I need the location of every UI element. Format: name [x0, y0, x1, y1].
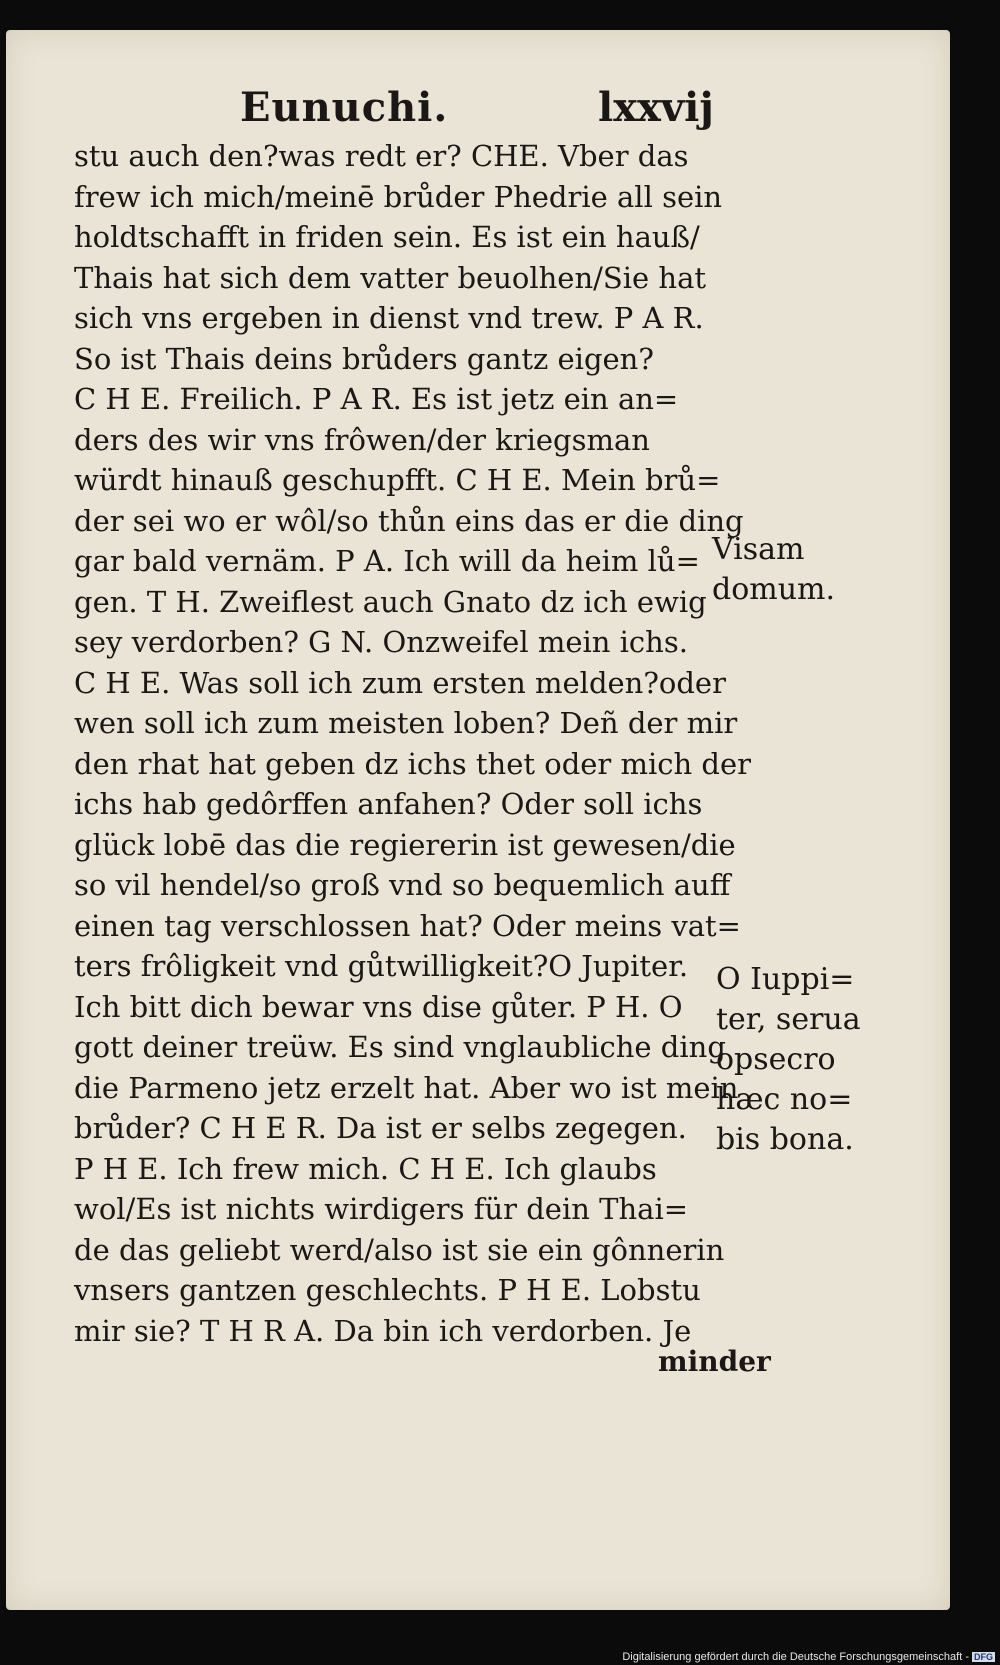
text-line: einen tag verschlossen hat? Oder meins vat=	[74, 908, 741, 943]
text-line: würdt hinauß geschupfft. C H E. Mein brů=	[74, 463, 721, 497]
text-line: gen. T H. Zweiflest auch Gnato dz ich ewig	[74, 584, 707, 619]
text-line: holdtschafft in friden sein. Es ist ein hauß/	[74, 220, 700, 254]
catchword: minder	[658, 1345, 771, 1378]
text-line: Ich bitt dich bewar vns dise gůter. P H. O	[74, 989, 683, 1024]
text-line: So ist Thais deins brůders gantz eigen?	[74, 341, 654, 376]
text-line: vnsers gantzen geschlechts. P H E. Lobstu	[74, 1273, 701, 1307]
text-line: gar bald vernäm. P A. Ich will da heim lů=	[74, 544, 700, 578]
text-line: ders des wir vns frôwen/der kriegsman	[74, 422, 650, 457]
marginal-line: Visam	[712, 532, 805, 567]
text-line: Thais hat sich dem vatter beuolhen/Sie hat	[74, 260, 707, 295]
marginal-note-iuppiter	[716, 960, 861, 1160]
marginal-line: domum.	[712, 572, 836, 607]
marginal-line: O Iuppi=	[716, 962, 855, 997]
folio-number: lxxvij	[598, 84, 714, 131]
text-line: den rhat hat geben dz ichs thet oder mich der	[74, 746, 751, 781]
digitization-footer	[622, 1651, 995, 1663]
text-line: ters frôligkeit vnd gůtwilligkeit?O Jupiter.	[74, 949, 689, 983]
text-line: frew ich mich/meinē brůder Phedrie all sein	[74, 179, 723, 214]
text-line: C H E. Freilich. P A R. Es ist jetz ein an=	[74, 382, 679, 416]
marginal-note-visam	[712, 530, 835, 610]
text-line: stu auch den?was redt er? CHE. Vber das	[74, 139, 689, 173]
running-title: Eunuchi.	[240, 84, 449, 131]
text-line: gott deiner treüw. Es sind vnglaubliche ding	[74, 1030, 726, 1064]
text-line: brůder? C H E R. Da ist er selbs zegegen.	[74, 1111, 687, 1145]
text-line: de das geliebt werd/also ist sie ein gônnerin	[74, 1232, 725, 1267]
text-line: der sei wo er wôl/so thůn eins das er die ding	[74, 503, 744, 538]
marginal-line: opsecro	[716, 1042, 836, 1077]
text-line: ichs hab gedôrffen anfahen? Oder soll ichs	[74, 787, 703, 821]
text-line: sich vns ergeben in dienst vnd trew. P A R.	[74, 301, 704, 335]
marginal-line: bis bona.	[716, 1122, 854, 1157]
marginal-line: ter, serua	[716, 1002, 861, 1037]
text-line: so vil hendel/so groß vnd so bequemlich auff	[74, 868, 731, 902]
text-line: die Parmeno jetz erzelt hat. Aber wo ist mein	[74, 1070, 739, 1105]
page-header	[0, 84, 1000, 134]
main-text-block	[74, 136, 774, 1351]
text-line: wen soll ich zum meisten loben? Deñ der mir	[74, 706, 738, 740]
dfg-logo: DFG	[974, 1652, 993, 1663]
text-line: wol/Es ist nichts wirdigers für dein Thai=	[74, 1192, 689, 1226]
text-line: glück lobē das die regiererin ist gewesen/die	[74, 827, 736, 862]
marginal-line: hæc no=	[716, 1082, 853, 1117]
footer-credit: Digitalisierung gefördert durch die Deutsche Forschungsgemeinschaft -	[622, 1651, 969, 1663]
text-line: P H E. Ich frew mich. C H E. Ich glaubs	[74, 1151, 657, 1186]
text-line: sey verdorben? G N. Onzweifel mein ichs.	[74, 625, 688, 659]
text-line: C H E. Was soll ich zum ersten melden?oder	[74, 665, 726, 700]
text-line: mir sie? T H R A. Da bin ich verdorben. Je	[74, 1313, 692, 1348]
